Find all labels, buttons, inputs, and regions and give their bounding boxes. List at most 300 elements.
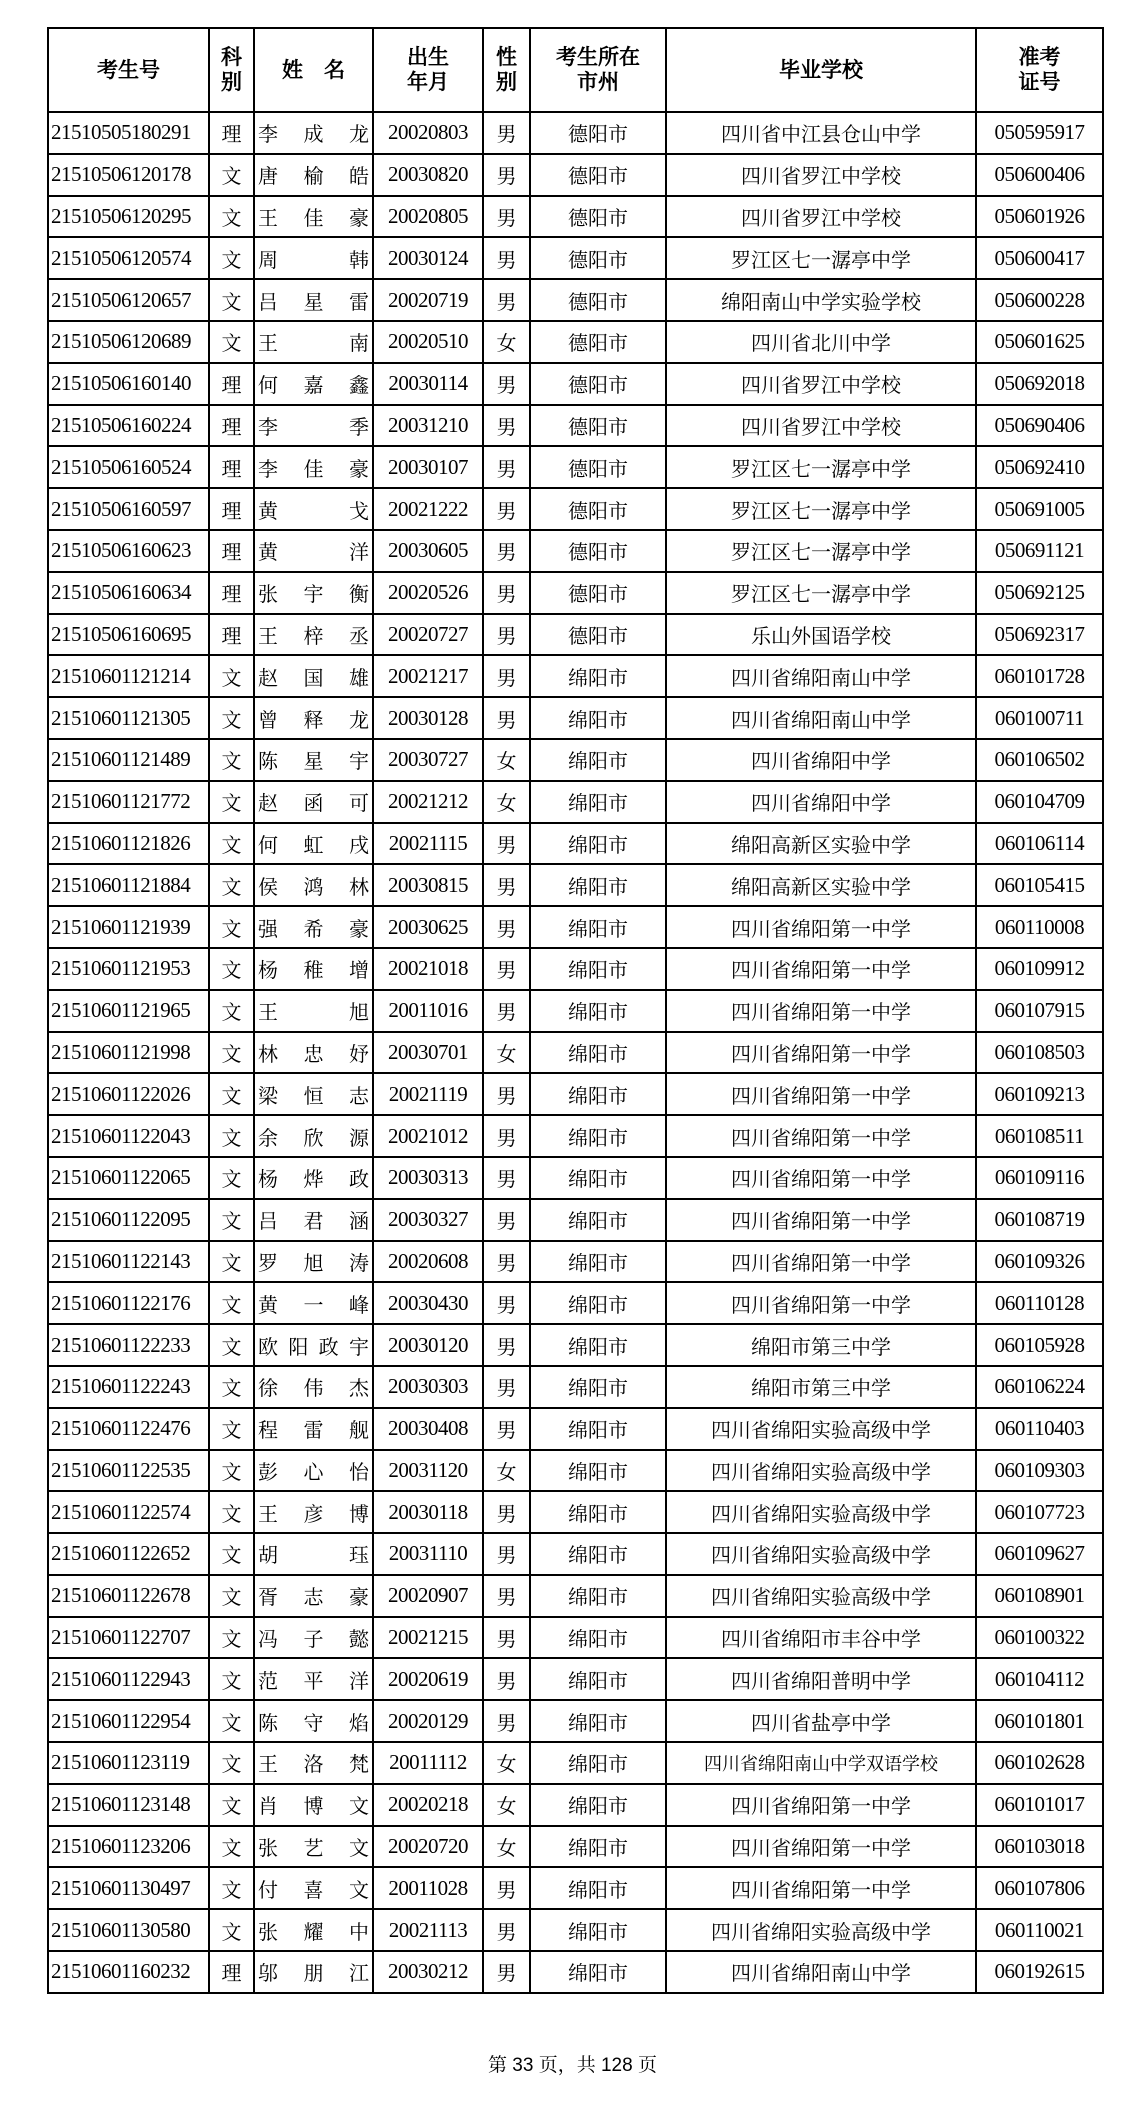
header-city-text: 考生所在市州 [556,45,640,94]
gender-cell: 女 [483,781,530,823]
exam-no-cell: 21510601122143 [48,1241,209,1283]
table-row [48,1073,1103,1115]
city-cell: 绵阳市 [530,1867,666,1909]
birth-cell: 20030430 [373,1282,483,1324]
birth-cell: 20030118 [373,1491,483,1533]
name-cell: 肖博文 [254,1784,373,1826]
school-cell: 罗江区七一潺亭中学 [666,237,976,279]
name-cell: 吕君涵 [254,1199,373,1241]
gender-cell: 男 [483,237,530,279]
table-row [48,279,1103,321]
exam-no-cell: 21510506160524 [48,446,209,488]
table-row [48,530,1103,572]
city-cell: 德阳市 [530,572,666,614]
exam-no-cell: 21510601121965 [48,990,209,1032]
table-row [48,405,1103,447]
table-row [48,1700,1103,1742]
school-cell: 四川省绵阳第一中学 [666,1784,976,1826]
header-birth-text: 出生年月 [407,45,449,94]
exam-no-cell: 21510601121939 [48,906,209,948]
city-cell: 德阳市 [530,405,666,447]
gender-cell: 男 [483,1909,530,1951]
gender-cell: 男 [483,1073,530,1115]
subject-cell: 文 [209,1742,254,1784]
subject-cell: 文 [209,1324,254,1366]
table-row [48,1199,1103,1241]
ticket-cell: 060107806 [976,1867,1103,1909]
exam-no-cell: 21510506120657 [48,279,209,321]
subject-cell: 理 [209,446,254,488]
table-row [48,655,1103,697]
ticket-cell: 050691005 [976,488,1103,530]
name-cell: 范平洋 [254,1658,373,1700]
subject-cell: 文 [209,864,254,906]
gender-cell: 男 [483,823,530,865]
birth-cell: 20031120 [373,1450,483,1492]
gender-cell: 男 [483,488,530,530]
city-cell: 绵阳市 [530,990,666,1032]
gender-cell: 女 [483,1032,530,1074]
table-row [48,446,1103,488]
exam-no-cell: 21510601122095 [48,1199,209,1241]
exam-no-cell: 21510601121826 [48,823,209,865]
table-row [48,1617,1103,1659]
name-cell: 邬朋江 [254,1951,373,1993]
subject-cell: 文 [209,1115,254,1157]
birth-cell: 20030408 [373,1408,483,1450]
gender-cell: 男 [483,864,530,906]
table-row [48,906,1103,948]
subject-cell: 理 [209,530,254,572]
school-cell: 四川省绵阳第一中学 [666,1241,976,1283]
birth-cell: 20030313 [373,1157,483,1199]
name-cell: 侯鸿林 [254,864,373,906]
birth-cell: 20020720 [373,1826,483,1868]
gender-cell: 男 [483,614,530,656]
exam-no-cell: 21510506120574 [48,237,209,279]
ticket-cell: 050595917 [976,112,1103,154]
table-row [48,1575,1103,1617]
name-cell: 何虹戌 [254,823,373,865]
name-cell: 余欣源 [254,1115,373,1157]
table-row [48,948,1103,990]
table-row [48,1282,1103,1324]
exam-no-cell: 21510601160232 [48,1951,209,1993]
header-row [48,28,1103,112]
table-row [48,1909,1103,1951]
gender-cell: 男 [483,572,530,614]
birth-cell: 20030120 [373,1324,483,1366]
name-cell: 程雷舰 [254,1408,373,1450]
table-row [48,1408,1103,1450]
header-gender [483,28,530,112]
gender-cell: 男 [483,697,530,739]
school-cell: 四川省绵阳实验高级中学 [666,1533,976,1575]
birth-cell: 20020803 [373,112,483,154]
gender-cell: 男 [483,1617,530,1659]
ticket-cell: 060108503 [976,1032,1103,1074]
exam-no-cell: 21510601121772 [48,781,209,823]
gender-cell: 女 [483,1742,530,1784]
gender-cell: 男 [483,1951,530,1993]
birth-cell: 20021217 [373,655,483,697]
subject-cell: 文 [209,237,254,279]
ticket-cell: 060109326 [976,1241,1103,1283]
exam-no-cell: 21510506160695 [48,614,209,656]
gender-cell: 男 [483,1658,530,1700]
ticket-cell: 060101801 [976,1700,1103,1742]
birth-cell: 20011016 [373,990,483,1032]
exam-no-cell: 21510601121214 [48,655,209,697]
name-cell: 赵函可 [254,781,373,823]
ticket-cell: 060104112 [976,1658,1103,1700]
ticket-cell: 050601926 [976,196,1103,238]
city-cell: 绵阳市 [530,1324,666,1366]
name-cell: 徐伟杰 [254,1366,373,1408]
gender-cell: 女 [483,739,530,781]
exam-no-cell: 21510601121953 [48,948,209,990]
birth-cell: 20011112 [373,1742,483,1784]
ticket-cell: 060108901 [976,1575,1103,1617]
name-cell: 罗旭涛 [254,1241,373,1283]
name-cell: 杨稚增 [254,948,373,990]
ticket-cell: 050692317 [976,614,1103,656]
city-cell: 绵阳市 [530,781,666,823]
ticket-cell: 060110128 [976,1282,1103,1324]
school-cell: 罗江区七一潺亭中学 [666,572,976,614]
school-cell: 绵阳南山中学实验学校 [666,279,976,321]
exam-no-cell: 21510601123148 [48,1784,209,1826]
gender-cell: 男 [483,1282,530,1324]
subject-cell: 理 [209,488,254,530]
ticket-cell: 060102628 [976,1742,1103,1784]
city-cell: 绵阳市 [530,1700,666,1742]
exam-no-cell: 21510601130497 [48,1867,209,1909]
name-cell: 陈守焰 [254,1700,373,1742]
gender-cell: 男 [483,154,530,196]
name-cell: 唐榆皓 [254,154,373,196]
birth-cell: 20020608 [373,1241,483,1283]
city-cell: 绵阳市 [530,823,666,865]
table-row [48,1324,1103,1366]
birth-cell: 20030625 [373,906,483,948]
exam-no-cell: 21510506160140 [48,363,209,405]
table-row [48,196,1103,238]
table-row [48,237,1103,279]
header-school: 毕业学校 [666,28,976,112]
name-cell: 陈星宇 [254,739,373,781]
table-row [48,1157,1103,1199]
ticket-cell: 060110008 [976,906,1103,948]
subject-cell: 文 [209,990,254,1032]
name-cell: 胥志豪 [254,1575,373,1617]
subject-cell: 文 [209,196,254,238]
city-cell: 德阳市 [530,614,666,656]
name-cell: 何嘉鑫 [254,363,373,405]
exam-no-cell: 21510506120178 [48,154,209,196]
ticket-cell: 060104709 [976,781,1103,823]
exam-no-cell: 21510601122707 [48,1617,209,1659]
name-cell: 周韩 [254,237,373,279]
exam-no-cell: 21510601122535 [48,1450,209,1492]
school-cell: 四川省绵阳第一中学 [666,1867,976,1909]
city-cell: 绵阳市 [530,1157,666,1199]
city-cell: 绵阳市 [530,1491,666,1533]
name-cell: 李季 [254,405,373,447]
header-birth [373,28,483,112]
subject-cell: 文 [209,1032,254,1074]
city-cell: 绵阳市 [530,1909,666,1951]
gender-cell: 女 [483,1450,530,1492]
city-cell: 绵阳市 [530,1282,666,1324]
birth-cell: 20030212 [373,1951,483,1993]
name-cell: 李佳豪 [254,446,373,488]
exam-no-cell: 21510601122176 [48,1282,209,1324]
ticket-cell: 060106114 [976,823,1103,865]
gender-cell: 男 [483,363,530,405]
table-row [48,1032,1103,1074]
table-row [48,1366,1103,1408]
exam-no-cell: 21510601123206 [48,1826,209,1868]
header-ticket-text: 准考证号 [1018,45,1061,94]
subject-cell: 文 [209,154,254,196]
ticket-cell: 050692410 [976,446,1103,488]
birth-cell: 20030820 [373,154,483,196]
birth-cell: 20030303 [373,1366,483,1408]
name-cell: 梁恒志 [254,1073,373,1115]
ticket-cell: 050601625 [976,321,1103,363]
gender-cell: 男 [483,196,530,238]
school-cell: 乐山外国语学校 [666,614,976,656]
exam-no-cell: 21510601122678 [48,1575,209,1617]
ticket-cell: 060100711 [976,697,1103,739]
birth-cell: 20021012 [373,1115,483,1157]
gender-cell: 男 [483,1241,530,1283]
name-cell: 吕星雷 [254,279,373,321]
gender-cell: 男 [483,906,530,948]
name-cell: 赵国雄 [254,655,373,697]
birth-cell: 20020727 [373,614,483,656]
city-cell: 绵阳市 [530,1408,666,1450]
school-cell: 绵阳市第三中学 [666,1324,976,1366]
exam-no-cell: 21510601130580 [48,1909,209,1951]
city-cell: 德阳市 [530,237,666,279]
birth-cell: 20020218 [373,1784,483,1826]
table-row [48,1491,1103,1533]
city-cell: 绵阳市 [530,1199,666,1241]
birth-cell: 20020805 [373,196,483,238]
school-cell: 四川省绵阳南山中学 [666,1951,976,1993]
ticket-cell: 060192615 [976,1951,1103,1993]
birth-cell: 20030605 [373,530,483,572]
ticket-cell: 060107723 [976,1491,1103,1533]
gender-cell: 女 [483,1784,530,1826]
city-cell: 绵阳市 [530,1742,666,1784]
subject-cell: 文 [209,948,254,990]
exam-no-cell: 21510601121998 [48,1032,209,1074]
exam-no-cell: 21510601122043 [48,1115,209,1157]
school-cell: 四川省绵阳第一中学 [666,906,976,948]
name-cell: 杨烨政 [254,1157,373,1199]
birth-cell: 20020619 [373,1658,483,1700]
table-row [48,864,1103,906]
subject-cell: 理 [209,1951,254,1993]
school-cell: 四川省绵阳第一中学 [666,1826,976,1868]
gender-cell: 男 [483,1491,530,1533]
gender-cell: 男 [483,446,530,488]
city-cell: 德阳市 [530,363,666,405]
exam-no-cell: 21510506160623 [48,530,209,572]
table-row [48,572,1103,614]
gender-cell: 女 [483,321,530,363]
school-cell: 四川省绵阳南山中学双语学校 [666,1742,976,1784]
name-cell: 欧阳政宇 [254,1324,373,1366]
school-cell: 罗江区七一潺亭中学 [666,488,976,530]
gender-cell: 男 [483,112,530,154]
exam-no-cell: 21510601122233 [48,1324,209,1366]
exam-no-cell: 21510601122065 [48,1157,209,1199]
table-row [48,697,1103,739]
subject-cell: 文 [209,1617,254,1659]
ticket-cell: 050691121 [976,530,1103,572]
subject-cell: 文 [209,1826,254,1868]
table-row [48,823,1103,865]
ticket-cell: 060108719 [976,1199,1103,1241]
table-row [48,1742,1103,1784]
subject-cell: 文 [209,321,254,363]
city-cell: 德阳市 [530,446,666,488]
school-cell: 四川省绵阳第一中学 [666,1032,976,1074]
subject-cell: 文 [209,906,254,948]
exam-no-cell: 21510601121305 [48,697,209,739]
gender-cell: 男 [483,279,530,321]
birth-cell: 20031210 [373,405,483,447]
ticket-cell: 060103018 [976,1826,1103,1868]
school-cell: 四川省绵阳第一中学 [666,990,976,1032]
exam-no-cell: 21510601122652 [48,1533,209,1575]
header-ticket [976,28,1103,112]
city-cell: 绵阳市 [530,1073,666,1115]
subject-cell: 文 [209,655,254,697]
ticket-cell: 060105415 [976,864,1103,906]
school-cell: 四川省绵阳市丰谷中学 [666,1617,976,1659]
city-cell: 绵阳市 [530,1951,666,1993]
ticket-cell: 060106502 [976,739,1103,781]
subject-cell: 文 [209,823,254,865]
exam-no-cell: 21510506160597 [48,488,209,530]
name-cell: 强希豪 [254,906,373,948]
birth-cell: 20030124 [373,237,483,279]
exam-no-cell: 21510506120295 [48,196,209,238]
exam-no-cell: 21510601122243 [48,1366,209,1408]
ticket-cell: 060106224 [976,1366,1103,1408]
gender-cell: 男 [483,405,530,447]
ticket-cell: 060107915 [976,990,1103,1032]
header-subject-text: 科别 [221,45,242,94]
ticket-cell: 060100322 [976,1617,1103,1659]
subject-cell: 文 [209,1784,254,1826]
birth-cell: 20020719 [373,279,483,321]
birth-cell: 20030701 [373,1032,483,1074]
subject-cell: 文 [209,1909,254,1951]
name-cell: 彭心怡 [254,1450,373,1492]
ticket-cell: 060110021 [976,1909,1103,1951]
name-cell: 黄洋 [254,530,373,572]
birth-cell: 20020129 [373,1700,483,1742]
header-subject [209,28,254,112]
ticket-cell: 060109213 [976,1073,1103,1115]
ticket-cell: 060109303 [976,1450,1103,1492]
birth-cell: 20030128 [373,697,483,739]
exam-no-cell: 21510506160634 [48,572,209,614]
subject-cell: 文 [209,1408,254,1450]
school-cell: 四川省绵阳实验高级中学 [666,1450,976,1492]
gender-cell: 男 [483,1157,530,1199]
city-cell: 德阳市 [530,196,666,238]
subject-cell: 文 [209,1700,254,1742]
school-cell: 绵阳高新区实验中学 [666,864,976,906]
exam-no-cell: 21510601121489 [48,739,209,781]
exam-no-cell: 21510601122476 [48,1408,209,1450]
table-row [48,1241,1103,1283]
subject-cell: 文 [209,1575,254,1617]
school-cell: 四川省罗江中学校 [666,405,976,447]
school-cell: 四川省绵阳第一中学 [666,1157,976,1199]
subject-cell: 文 [209,1533,254,1575]
birth-cell: 20020526 [373,572,483,614]
gender-cell: 男 [483,1324,530,1366]
table-row [48,1867,1103,1909]
subject-cell: 文 [209,1073,254,1115]
table-row [48,1784,1103,1826]
name-cell: 王佳豪 [254,196,373,238]
name-cell: 张艺文 [254,1826,373,1868]
gender-cell: 男 [483,1199,530,1241]
school-cell: 四川省绵阳普明中学 [666,1658,976,1700]
table-row [48,614,1103,656]
ticket-cell: 050690406 [976,405,1103,447]
city-cell: 绵阳市 [530,1784,666,1826]
city-cell: 绵阳市 [530,1450,666,1492]
city-cell: 绵阳市 [530,1575,666,1617]
table-row [48,990,1103,1032]
birth-cell: 20021212 [373,781,483,823]
page-footer: 第 33 页，共 128 页 [488,2055,657,2076]
school-cell: 四川省罗江中学校 [666,154,976,196]
gender-cell: 男 [483,1408,530,1450]
exam-no-cell: 21510601122954 [48,1700,209,1742]
gender-cell: 男 [483,655,530,697]
table-row [48,488,1103,530]
birth-cell: 20031110 [373,1533,483,1575]
gender-cell: 男 [483,1533,530,1575]
subject-cell: 理 [209,572,254,614]
school-cell: 四川省盐亭中学 [666,1700,976,1742]
name-cell: 王南 [254,321,373,363]
gender-cell: 男 [483,1115,530,1157]
birth-cell: 20020907 [373,1575,483,1617]
birth-cell: 20020510 [373,321,483,363]
city-cell: 德阳市 [530,154,666,196]
gender-cell: 女 [483,1826,530,1868]
gender-cell: 男 [483,1366,530,1408]
ticket-cell: 060101017 [976,1784,1103,1826]
name-cell: 张耀中 [254,1909,373,1951]
name-cell: 黄戈 [254,488,373,530]
exam-no-cell: 21510506120689 [48,321,209,363]
birth-cell: 20021115 [373,823,483,865]
city-cell: 绵阳市 [530,1032,666,1074]
